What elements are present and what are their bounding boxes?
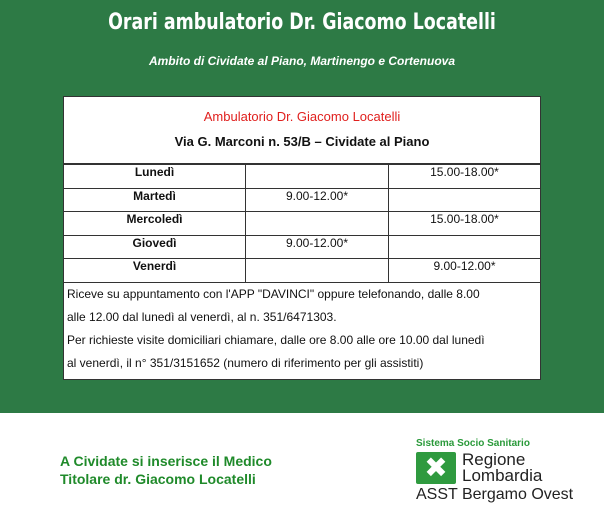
- notes: [64, 283, 540, 375]
- logo-asst: ASST Bergamo Ovest: [416, 486, 574, 503]
- note-line: Riceve su appuntamento con l'APP "DAVINCI" oppure telefonando, dalle 8.00: [67, 286, 480, 301]
- cell-afternoon: 9.00-12.00*: [389, 259, 541, 283]
- cell-afternoon: 15.00-18.00*: [389, 165, 541, 189]
- cell-afternoon: [389, 235, 541, 259]
- cell-day: Lunedì: [64, 165, 246, 189]
- page-subtitle: Ambito di Cividate al Piano, Martinengo e Cortenuova: [148, 54, 456, 68]
- footer-line: A Cividate si inserisce il Medico: [60, 453, 272, 469]
- lombardia-cross-icon: ✖: [416, 452, 456, 484]
- schedule-table: [64, 164, 540, 283]
- footer-text: [60, 452, 272, 488]
- schedule-card: [63, 96, 541, 380]
- cell-morning: [246, 259, 389, 283]
- table-row: [64, 259, 540, 283]
- table-row: [64, 235, 540, 259]
- table-row: [64, 188, 540, 212]
- footer-line: Titolare dr. Giacomo Locatelli: [60, 471, 256, 487]
- note-line: alle 12.00 dal lunedì al venerdì, al n. 351/6471303.: [67, 309, 337, 324]
- clinic-address: Via G. Marconi n. 53/B – Cividate al Piano: [174, 134, 430, 149]
- logo-region: Regione: [462, 450, 526, 469]
- cell-morning: 9.00-12.00*: [246, 235, 389, 259]
- table-row: [64, 165, 540, 189]
- cell-morning: 9.00-12.00*: [246, 188, 389, 212]
- cell-day: Mercoledì: [64, 212, 246, 236]
- page-title: Orari ambulatorio Dr. Giacomo Locatelli: [108, 10, 496, 35]
- note-line: al venerdì, il n° 351/3151652 (numero di riferimento per gli assistiti): [67, 355, 424, 370]
- cell-morning: [246, 212, 389, 236]
- cell-day: Martedì: [64, 188, 246, 212]
- cell-morning: [246, 165, 389, 189]
- clinic-name: Ambulatorio Dr. Giacomo Locatelli: [203, 109, 401, 124]
- cell-day: Giovedì: [64, 235, 246, 259]
- cell-day: Venerdì: [64, 259, 246, 283]
- regione-lombardia-logo: [416, 438, 573, 504]
- cell-afternoon: [389, 188, 541, 212]
- logo-top-text: Sistema Socio Sanitario: [416, 438, 530, 449]
- cell-afternoon: 15.00-18.00*: [389, 212, 541, 236]
- logo-region: Lombardia: [462, 466, 543, 485]
- note-line: Per richieste visite domiciliari chiamare, dalle ore 8.00 alle ore 10.00 dal lunedì: [67, 332, 485, 347]
- table-row: [64, 212, 540, 236]
